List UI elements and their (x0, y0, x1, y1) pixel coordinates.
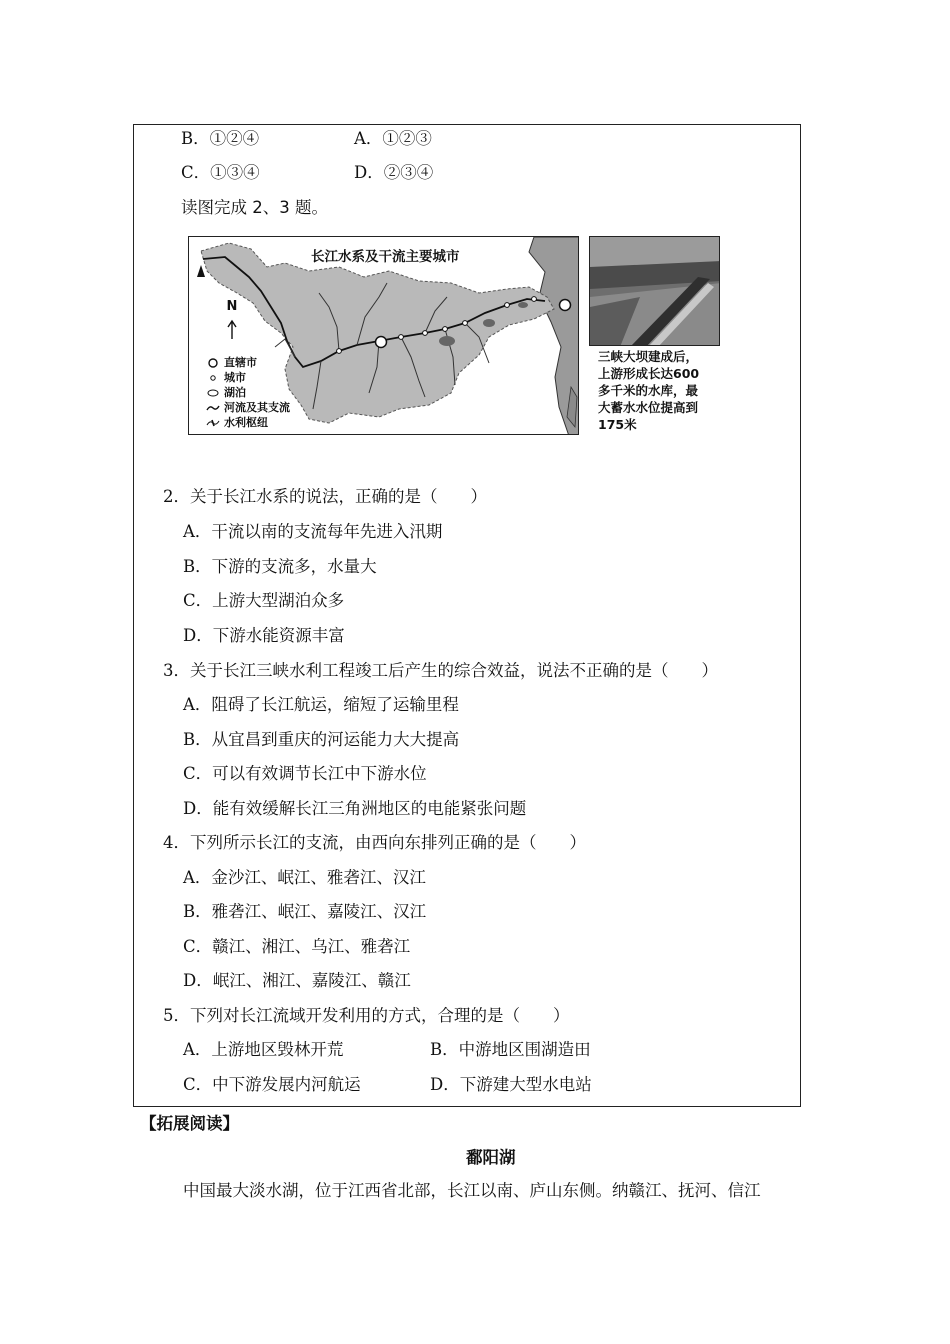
legend-label: 湖泊 (224, 386, 246, 399)
three-gorges-dam-photo (589, 236, 720, 346)
dam-caption (598, 348, 723, 433)
question-3-stem: 3．关于长江三峡水利工程竣工后产生的综合效益，说法不正确的是（ ） (163, 661, 718, 680)
dam-photo-image (590, 237, 720, 346)
caption-line: 三峡大坝建成后， (598, 349, 699, 364)
caption-line: 175米 (598, 417, 637, 432)
question-5-option-c: C．中下游发展内河航运 (183, 1075, 361, 1094)
question-5-option-a: A．上游地区毁林开荒 (183, 1040, 344, 1059)
question-2-option-d: D．下游水能资源丰富 (183, 626, 345, 645)
caption-line: 上游形成长达600 (598, 366, 700, 381)
map-title: 长江水系及干流主要城市 (311, 249, 460, 265)
legend-item-city (206, 370, 290, 385)
question-2-option-a: A．干流以南的支流每年先进入汛期 (183, 522, 443, 541)
question-3-option-a: A．阻碍了长江航运，缩短了运输里程 (183, 695, 459, 714)
option-a-top: A．①②③ (354, 129, 432, 148)
option-d-top: D．②③④ (354, 163, 434, 182)
municipality-icon (206, 358, 220, 368)
extension-section-title: 【拓展阅读】 (140, 1114, 239, 1133)
legend-label: 城市 (224, 371, 246, 384)
yangtze-map (188, 236, 579, 435)
legend-item-river (206, 400, 290, 415)
question-4-option-d: D．岷江、湘江、嘉陵江、赣江 (183, 971, 411, 990)
question-4-stem: 4．下列所示长江的支流，由西向东排列正确的是（ ） (163, 833, 586, 852)
question-5-option-b: B．中游地区围湖造田 (430, 1040, 591, 1059)
question-4-option-a: A．金沙江、岷江、雅砻江、汉江 (183, 868, 426, 887)
article-title: 鄱阳湖 (466, 1148, 516, 1167)
question-3-option-d: D．能有效缓解长江三角洲地区的电能紧张问题 (183, 799, 527, 818)
legend-item-lake (206, 385, 290, 400)
question-4-option-b: B．雅砻江、岷江、嘉陵江、汉江 (183, 902, 427, 921)
legend-label: 水利枢纽 (224, 416, 268, 429)
legend-label: 直辖市 (224, 356, 257, 369)
river-icon (206, 403, 220, 413)
question-3-option-b: B．从宜昌到重庆的河运能力大大提高 (183, 730, 460, 749)
question-5-option-d: D．下游建大型水电站 (430, 1075, 592, 1094)
question-2-stem: 2．关于长江水系的说法，正确的是（ ） (163, 487, 487, 506)
question-2-option-c: C．上游大型湖泊众多 (183, 591, 345, 610)
dam-photo-panel (589, 236, 722, 436)
question-3-option-c: C．可以有效调节长江中下游水位 (183, 764, 427, 783)
legend-item-municipality (206, 355, 290, 370)
legend-item-dam (206, 415, 290, 430)
dam-icon (206, 418, 220, 428)
question-2-option-b: B．下游的支流多，水量大 (183, 557, 377, 576)
question-5-stem: 5．下列对长江流域开发利用的方式，合理的是（ ） (163, 1006, 570, 1025)
legend-label: 河流及其支流 (224, 401, 290, 414)
intro-text: 读图完成 2、3 题。 (181, 198, 328, 217)
city-icon (206, 373, 220, 383)
caption-line: 多千米的水库，最 (598, 383, 699, 398)
north-label: N (226, 299, 238, 314)
option-c-top: C．①③④ (181, 163, 260, 182)
question-4-option-c: C．赣江、湘江、乌江、雅砻江 (183, 937, 411, 956)
lake-icon (206, 388, 220, 398)
map-legend (206, 355, 290, 430)
option-b-top: B．①②④ (181, 129, 260, 148)
article-paragraph: 中国最大淡水湖，位于江西省北部，长江以南、庐山东侧。纳赣江、抚河、信江 (183, 1181, 761, 1200)
caption-line: 大蓄水水位提高到 (598, 400, 699, 415)
